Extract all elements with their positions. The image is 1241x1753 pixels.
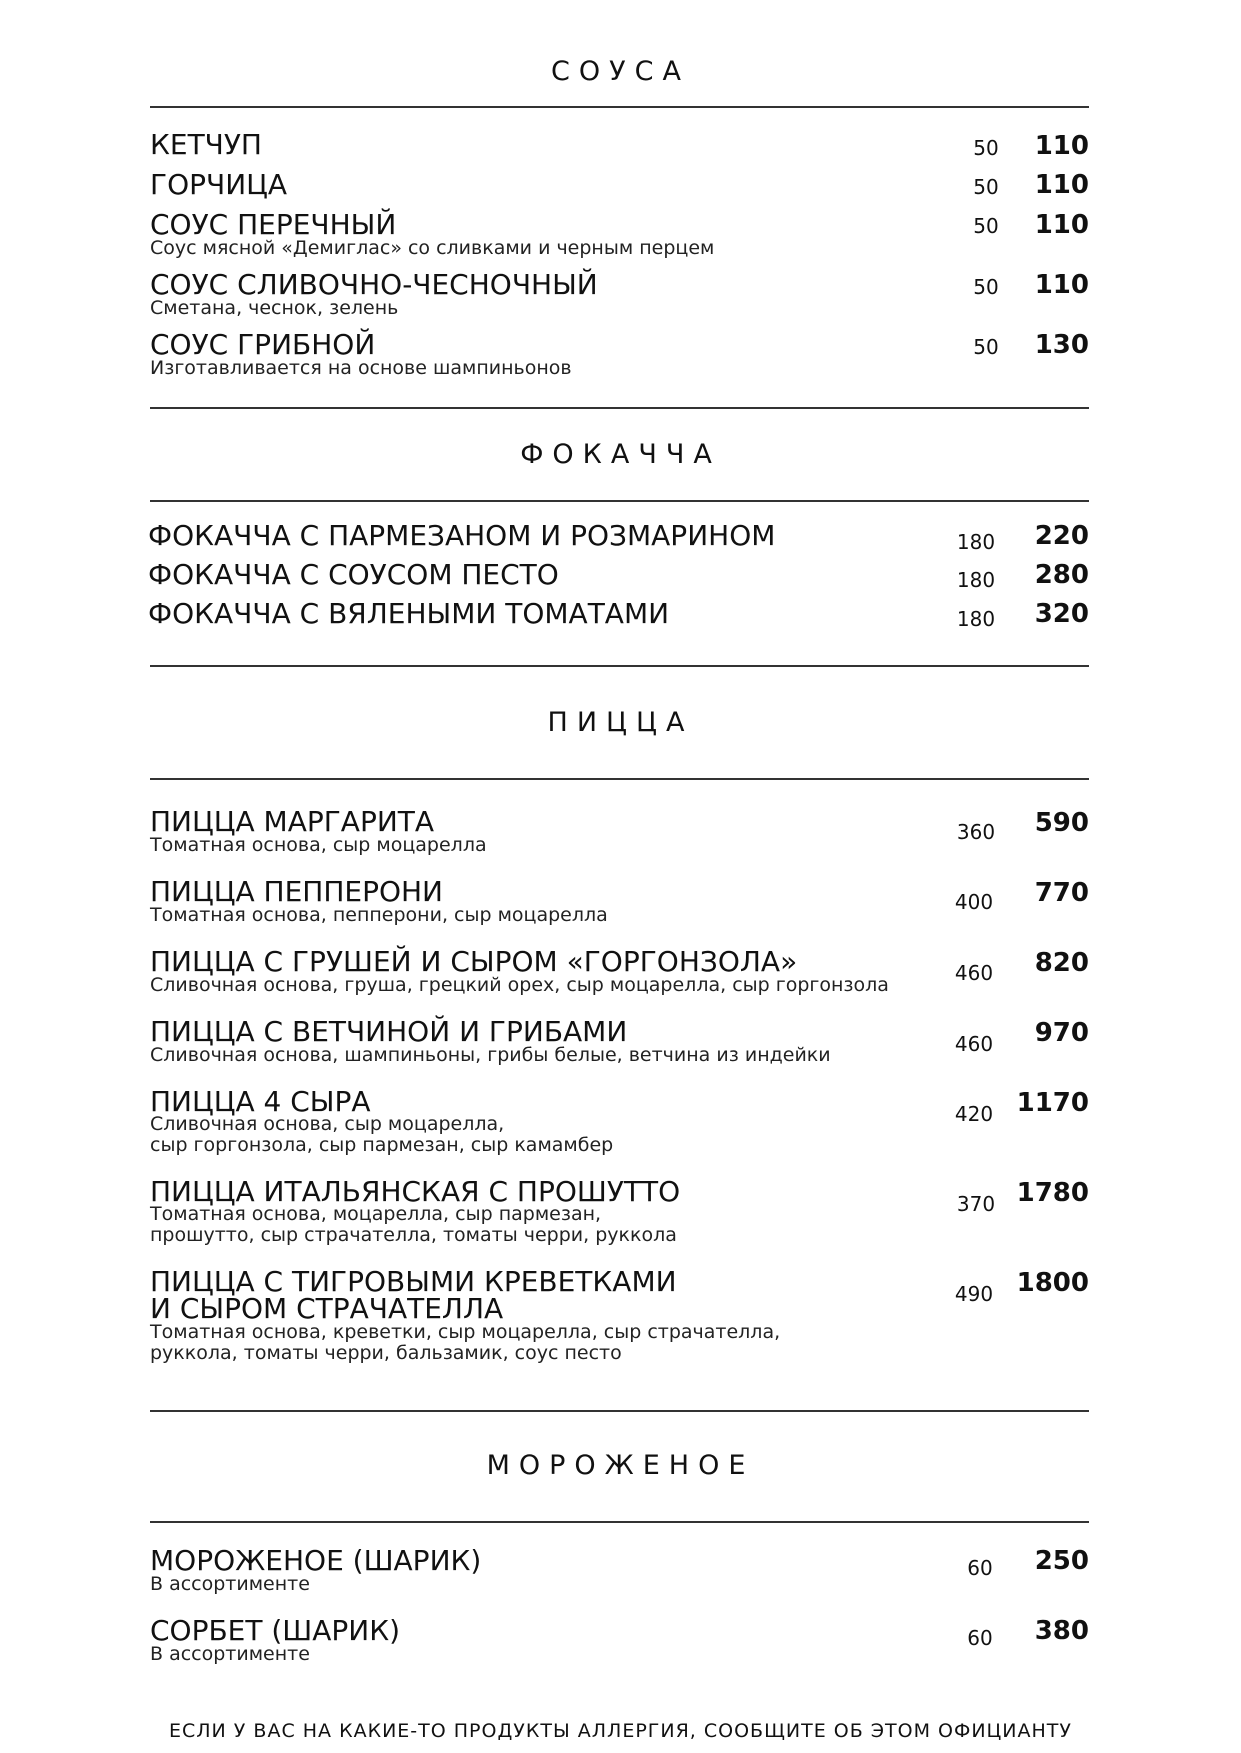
item-description: Томатная основа, сыр моцарелла: [150, 834, 487, 856]
item-price: 110: [1034, 270, 1089, 300]
item-name: ФОКАЧЧА С СОУСОМ ПЕСТО: [148, 558, 559, 591]
item-weight: 60: [967, 1556, 993, 1580]
item-description: Соус мясной «Демиглас» со сливками и черным перцем: [150, 237, 715, 259]
divider: [150, 1521, 1089, 1523]
item-description: Изготавливается на основе шампиньонов: [150, 357, 572, 379]
item-weight: 460: [954, 961, 994, 985]
item-name: ПИЦЦА С ВЕТЧИНОЙ И ГРИБАМИ: [150, 1015, 628, 1048]
item-weight: 490: [954, 1282, 994, 1306]
item-name: ПИЦЦА МАРГАРИТА: [150, 805, 435, 838]
item-description: Томатная основа, моцарелла, сыр пармезан,: [150, 1203, 602, 1225]
item-name: СОУС СЛИВОЧНО-ЧЕСНОЧНЫЙ: [150, 268, 598, 301]
item-price: 110: [1034, 131, 1089, 161]
section-title-pizza: ПИЦЦА: [547, 707, 694, 738]
allergy-notice: ЕСЛИ У ВАС НА КАКИЕ-ТО ПРОДУКТЫ АЛЛЕРГИЯ, СООБЩИТЕ ОБ ЭТОМ ОФИЦИАНТУ: [169, 1720, 1072, 1742]
item-description: В ассортименте: [150, 1573, 310, 1595]
item-description: Томатная основа, креветки, сыр моцарелла, сыр страчателла,: [150, 1321, 781, 1343]
section-title-icecream: МОРОЖЕНОЕ: [486, 1450, 755, 1481]
item-price: 590: [1034, 808, 1089, 838]
item-name: И СЫРОМ СТРАЧАТЕЛЛА: [150, 1292, 504, 1325]
item-weight: 180: [956, 530, 996, 554]
item-price: 1170: [1016, 1088, 1089, 1118]
item-price: 820: [1034, 948, 1089, 978]
divider: [150, 407, 1089, 409]
item-name: СОРБЕТ (ШАРИК): [150, 1614, 401, 1647]
item-weight: 50: [973, 275, 999, 299]
item-description: Сливочная основа, груша, грецкий орех, сыр моцарелла, сыр горгонзола: [150, 974, 889, 996]
item-name: СОУС ПЕРЕЧНЫЙ: [150, 208, 397, 241]
item-price: 970: [1034, 1018, 1089, 1048]
item-name: КЕТЧУП: [150, 128, 262, 161]
item-price: 320: [1034, 599, 1089, 629]
item-name: ПИЦЦА С ГРУШЕЙ И СЫРОМ «ГОРГОНЗОЛА»: [150, 945, 798, 978]
item-weight: 400: [954, 890, 994, 914]
item-weight: 60: [967, 1626, 993, 1650]
item-name: ФОКАЧЧА С ВЯЛЕНЫМИ ТОМАТАМИ: [148, 597, 670, 630]
item-weight: 420: [954, 1102, 994, 1126]
item-weight: 50: [973, 175, 999, 199]
item-description: прошутто, сыр страчателла, томаты черри, руккола: [150, 1224, 677, 1246]
item-price: 1800: [1016, 1268, 1089, 1298]
item-price: 250: [1034, 1546, 1089, 1576]
divider: [150, 106, 1089, 108]
item-name: ПИЦЦА 4 СЫРА: [150, 1085, 371, 1118]
item-weight: 50: [973, 214, 999, 238]
item-price: 380: [1034, 1616, 1089, 1646]
item-weight: 460: [954, 1032, 994, 1056]
item-description: Сливочная основа, сыр моцарелла,: [150, 1113, 505, 1135]
divider: [150, 500, 1089, 502]
item-weight: 50: [973, 136, 999, 160]
section-title-focaccia: ФОКАЧЧА: [520, 439, 721, 470]
item-description: Сметана, чеснок, зелень: [150, 297, 399, 319]
item-weight: 50: [973, 335, 999, 359]
item-description: сыр горгонзола, сыр пармезан, сыр камамбер: [150, 1134, 614, 1156]
item-name: МОРОЖЕНОЕ (ШАРИК): [150, 1544, 482, 1577]
item-name: ПИЦЦА ПЕППЕРОНИ: [150, 875, 444, 908]
item-description: руккола, томаты черри, бальзамик, соус песто: [150, 1342, 622, 1364]
item-price: 280: [1034, 560, 1089, 590]
item-price: 130: [1034, 330, 1089, 360]
item-description: Томатная основа, пепперони, сыр моцарелла: [150, 904, 608, 926]
item-name: ПИЦЦА С ТИГРОВЫМИ КРЕВЕТКАМИ: [150, 1265, 677, 1298]
item-weight: 180: [956, 607, 996, 631]
item-price: 770: [1034, 878, 1089, 908]
item-price: 1780: [1016, 1178, 1089, 1208]
item-weight: 370: [956, 1192, 996, 1216]
item-price: 220: [1034, 521, 1089, 551]
section-title-sauces: СОУСА: [551, 56, 690, 87]
item-description: В ассортименте: [150, 1643, 310, 1665]
item-name: ФОКАЧЧА С ПАРМЕЗАНОМ И РОЗМАРИНОМ: [148, 519, 776, 552]
item-price: 110: [1034, 170, 1089, 200]
item-name: ПИЦЦА ИТАЛЬЯНСКАЯ С ПРОШУТТО: [150, 1175, 681, 1208]
divider: [150, 665, 1089, 667]
item-description: Сливочная основа, шампиньоны, грибы белые, ветчина из индейки: [150, 1044, 831, 1066]
divider: [150, 1410, 1089, 1412]
item-price: 110: [1034, 210, 1089, 240]
item-weight: 180: [956, 568, 996, 592]
divider: [150, 778, 1089, 780]
item-name: ГОРЧИЦА: [150, 168, 288, 201]
item-weight: 360: [956, 820, 996, 844]
item-name: СОУС ГРИБНОЙ: [150, 328, 376, 361]
